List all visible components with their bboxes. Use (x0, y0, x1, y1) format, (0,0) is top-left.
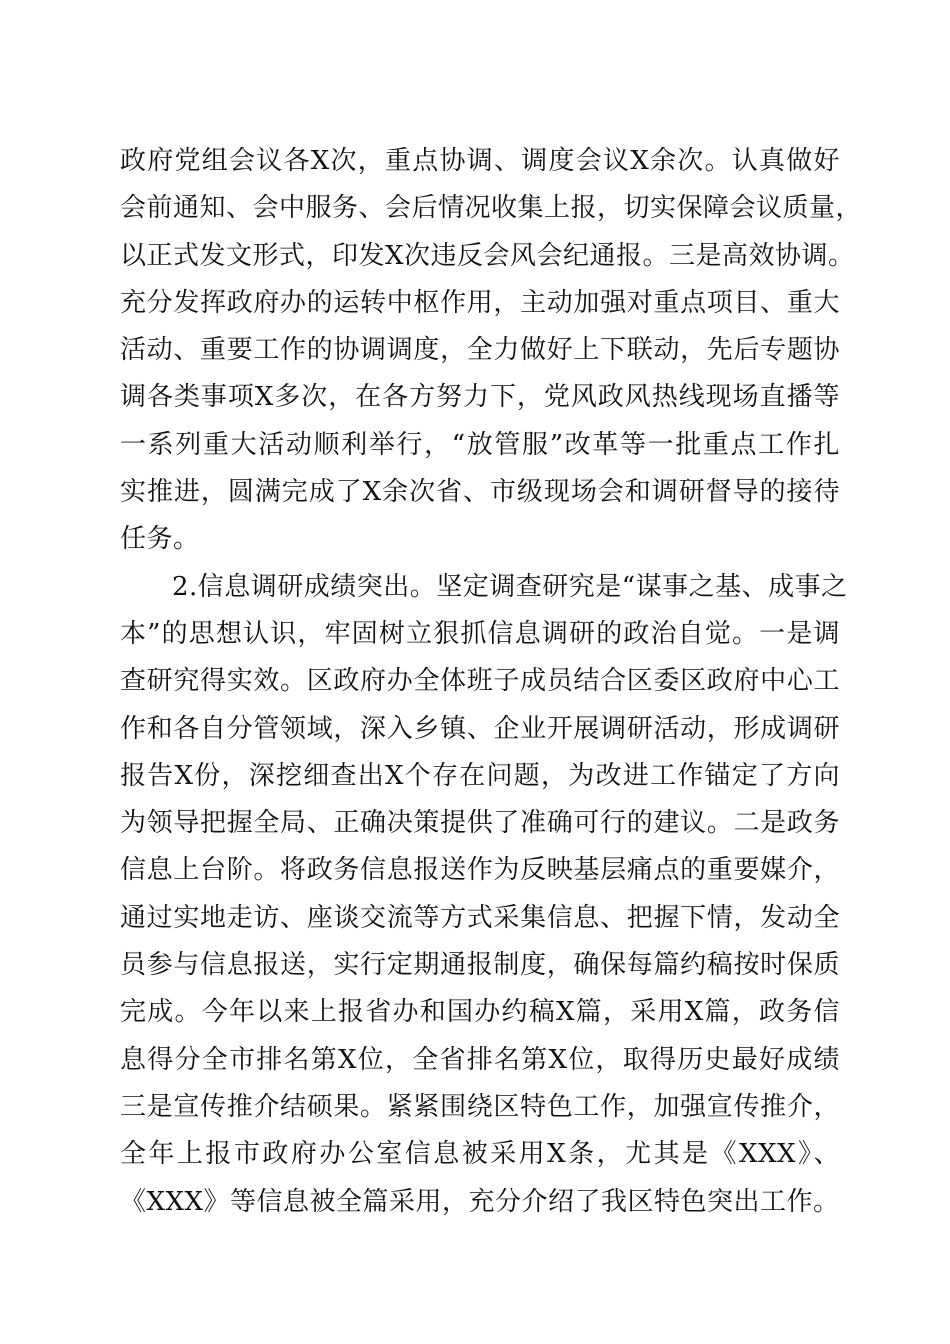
text-line: 完成。今年以来上报省办和国办约稿X篇，采用X篇，政务信 (120, 997, 840, 1028)
text-line: 调各类事项X多次，在各方努力下，党风政风热线现场直播等 (120, 382, 840, 413)
text-line: 会前通知、会中服务、会后情况收集上报，切实保障会议质量， (120, 193, 863, 224)
body-text (120, 138, 863, 1226)
section-heading-line: 2.信息调研成绩突出。坚定调查研究是“谋事之基、成事之 (172, 571, 848, 602)
text-line: 查研究得实效。区政府办全体班子成员结合区委区政府中心工 (120, 666, 840, 697)
text-line: 政府党组会议各X次，重点协调、调度会议X余次。认真做好 (120, 146, 840, 176)
text-line: 员参与信息报送，实行定期通报制度，确保每篇约稿按时保质 (120, 950, 840, 981)
text-line: 以正式发文形式，印发X次违反会风会纪通报。三是高效协调。 (120, 240, 855, 271)
text-line: 为领导把握全局、正确决策提供了准确可行的建议。二是政务 (120, 808, 840, 839)
text-line: 一系列重大活动顺利举行，“放管服”改革等一批重点工作扎 (120, 429, 840, 460)
text-line: 报告X份，深挖细查出X个存在问题，为改进工作锚定了方向 (120, 760, 840, 791)
text-line: 三是宣传推介结硕果。紧紧围绕区特色工作，加强宣传推介， (120, 1091, 840, 1122)
text-line: 息得分全市排名第X位，全省排名第X位，取得历史最好成绩 (120, 1044, 840, 1075)
text-line: 《XXX》等信息被全篇采用，充分介绍了我区特色突出工作。 (120, 1186, 840, 1217)
text-line: 本”的思想认识，牢固树立狠抓信息调研的政治自觉。一是调 (120, 618, 840, 649)
text-line: 信息上台阶。将政务信息报送作为反映基层痛点的重要媒介， (120, 855, 840, 886)
text-line: 全年上报市政府办公室信息被采用X条，尤其是《XXX》、 (120, 1139, 840, 1170)
text-line: 作和各自分管领域，深入乡镇、企业开展调研活动，形成调研 (120, 713, 840, 744)
text-line: 通过实地走访、座谈交流等方式采集信息、把握下情，发动全 (120, 902, 840, 933)
text-line: 任务。 (120, 524, 200, 555)
text-line: 实推进，圆满完成了X余次省、市级现场会和调研督导的接待 (120, 477, 840, 508)
text-line: 活动、重要工作的协调调度，全力做好上下联动，先后专题协 (120, 335, 840, 366)
text-line: 充分发挥政府办的运转中枢作用，主动加强对重点项目、重大 (120, 287, 840, 318)
